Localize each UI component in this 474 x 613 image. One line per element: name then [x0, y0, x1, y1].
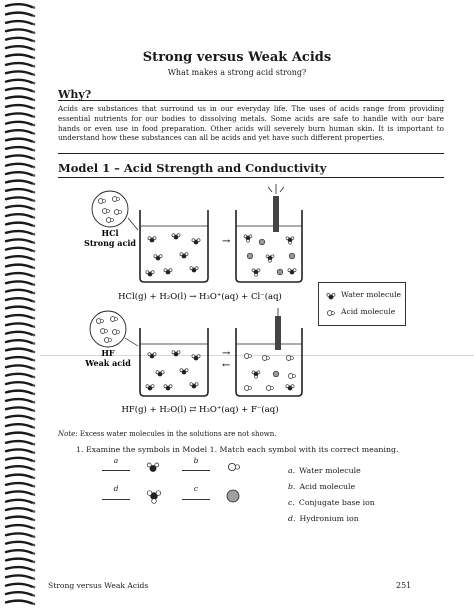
answer-blank-1[interactable] — [102, 470, 130, 471]
hcl-gas-circle — [92, 191, 128, 227]
acid-molecule-icon — [325, 308, 337, 318]
hcl-label: HCl — [101, 228, 119, 238]
why-rule — [58, 100, 444, 101]
weak-equilibrium-arrows — [222, 348, 231, 371]
answer-blank-4[interactable] — [182, 499, 210, 500]
choice-a-text: Water molecule — [299, 466, 361, 475]
acid-diagram — [80, 182, 320, 414]
question-1 — [76, 445, 398, 454]
note-prefix: Note: — [58, 430, 78, 438]
hydronium-symbol-icon — [144, 486, 164, 506]
legend-water-label: Water molecule — [341, 290, 402, 299]
why-bottom-rule — [58, 153, 444, 154]
note — [58, 430, 276, 438]
beaker-strong-after — [236, 184, 302, 282]
svg-text:→: → — [222, 348, 231, 359]
conductivity-probe-strong — [273, 196, 279, 232]
water-molecule-icon — [325, 291, 337, 301]
hf-gas-circle — [90, 311, 126, 347]
answer-blank-3[interactable] — [102, 499, 130, 500]
legend-acid-label: Acid molecule — [341, 307, 396, 316]
svg-text:←: ← — [222, 360, 231, 371]
model-rule — [58, 177, 444, 178]
beaker-weak-after — [236, 308, 302, 396]
symbol-letter-a: a — [113, 456, 119, 465]
choice-a — [288, 466, 361, 475]
water-symbol-icon — [145, 460, 161, 474]
choice-b-text: Acid molecule — [299, 482, 356, 491]
symbol-letter-c: c — [193, 484, 199, 493]
note-text: Excess water molecules in the solutions are not shown. — [79, 430, 277, 438]
weak-acid-equation: HF(g) + H₂O(l) ⇄ H₃O⁺(aq) + F⁻(aq) — [121, 405, 279, 414]
question-number: 1. — [76, 445, 84, 454]
model-title: Model 1 – Acid Strength and Conductivity — [58, 161, 327, 175]
choice-c-text: Conjugate base ion — [298, 498, 375, 507]
choice-d-text: Hydronium ion — [299, 514, 359, 523]
hf-pointer — [125, 338, 138, 346]
beaker-strong-before — [140, 210, 208, 282]
molecule-legend — [318, 282, 406, 326]
conductivity-probe-weak — [275, 316, 281, 350]
choice-b — [288, 482, 355, 491]
choice-c — [288, 498, 375, 507]
symbol-letter-d: d — [113, 484, 119, 493]
choice-d-letter: d. — [288, 514, 296, 523]
page-title: Strong versus Weak Acids — [142, 50, 332, 65]
question-text: Examine the symbols in Model 1. Match each symbol with its correct meaning. — [85, 445, 399, 454]
strong-reaction-arrow: → — [222, 236, 231, 247]
beaker-weak-before — [140, 328, 208, 396]
choice-a-letter: a. — [288, 466, 296, 475]
weak-acid-label: Weak acid — [85, 358, 131, 368]
hf-label: HF — [101, 348, 115, 358]
answer-blank-2[interactable] — [182, 470, 210, 471]
ion-symbol-icon — [225, 488, 241, 504]
page-subtitle: What makes a strong acid strong? — [167, 68, 307, 77]
choice-b-letter: b. — [288, 482, 296, 491]
page-number: 251 — [396, 581, 412, 590]
choice-c-letter: c. — [288, 498, 295, 507]
strong-acid-equation: HCl(g) + H₂O(l) → H₃O⁺(aq) + Cl⁻(aq) — [118, 292, 282, 302]
why-heading: Why? — [58, 88, 92, 101]
strong-acid-label: Strong acid — [84, 238, 136, 248]
footer-title: Strong versus Weak Acids — [48, 581, 149, 590]
why-paragraph: Acids are substances that surround us in our everyday life. The uses of acids range from providing essential nutrients for our bodies to dissolving metals. Some acids are safe to handle with our bare hands or even use in food preparation. Other acids will severely burn human skin. It is important to understand how these substances can all be acids and yet have such different properties. — [58, 104, 444, 143]
symbol-letter-b: b — [193, 456, 199, 465]
choice-d — [288, 514, 359, 523]
acid-symbol-icon — [225, 461, 243, 473]
hcl-pointer — [128, 218, 138, 230]
